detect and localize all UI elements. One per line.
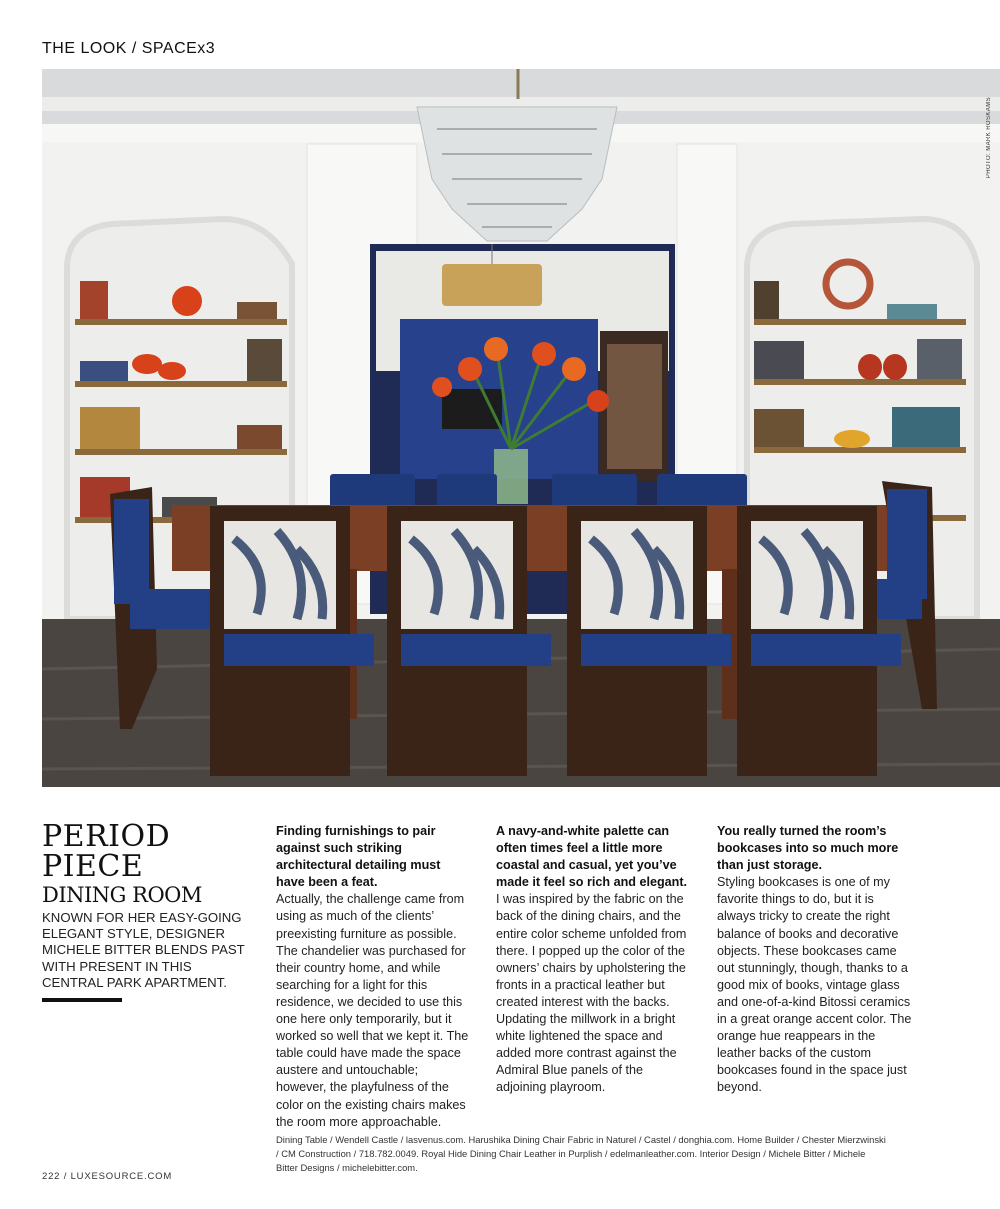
page-folio: 222 / LUXESOURCE.COM — [42, 1171, 173, 1182]
question-1: Finding furnishings to pair against such striking architectural detailing must have been a feat. — [276, 824, 441, 890]
question-2: A navy-and-white palette can often times feel a little more coastal and casual, yet you’ve made it feel so rich and elegant. — [496, 824, 688, 890]
section-label: THE LOOK / SPACEx3 — [42, 40, 216, 57]
answer-1: Actually, the challenge came from using as much of the clients’ preexisting furniture as possible. The chandelier was purchased for their country home, and while searching for a light for this residence, we decided to use this one here only temporarily, but it worked so well that we kept it. The table could have made the space austere and untouchable; however, the playfulness of the color on the existing chairs makes the room more approachable. — [276, 892, 469, 1129]
answer-3: Styling bookcases is one of my favorite things to do, but it is always tricky to create the right balance of books and decorative objects. These bookcases came out stunningly, though, thanks to a good mix of books, vintage glass and one-of-a-kind Bitossi ceramics in a great orange accent color. The orange hue reappears in the leather backs of the custom bookcases found in the space just beyond. — [717, 875, 912, 1095]
title-line-2: PIECE — [42, 849, 144, 884]
source-credits: Dining Table / Wendell Castle / lasvenus.com. Harushika Dining Chair Fabric in Naturel / Castel / donghia.com. Home Builder / Chester Mierzwinski / CM Construction / 718.782.0049. Royal Hide Dining Chair Leather in Purplish / edelmanleather.com. Interior Design / Michele Bitter / Michele Bitter Designs / michelebitter.com. — [276, 1134, 886, 1173]
qa-column-3 — [717, 823, 913, 1097]
drum-pendant-icon — [442, 264, 542, 306]
qa-column-1 — [276, 823, 472, 1131]
photo-illustration — [42, 69, 1000, 787]
title-line-3: DINING ROOM — [42, 883, 202, 907]
article-title — [42, 819, 202, 908]
answer-2: I was inspired by the fabric on the back of the dining chairs, and the entire color scheme unfolded from there. I popped up the color of the owners’ chairs by upholstering the fronts in a practical leather but created interest with the backs. Updating the millwork in a bright white lightened the space and added more contrast against the Admiral Blue panels of the adjoining playroom. — [496, 892, 687, 1095]
question-3: You really turned the room’s bookcases into so much more than just storage. — [717, 824, 899, 873]
article-dek: KNOWN FOR HER EASY-GOING ELEGANT STYLE, DESIGNER MICHELE BITTER BLENDS PAST WITH PRESENT IN THIS CENTRAL PARK APARTMENT. — [42, 910, 245, 990]
qa-column-2 — [496, 823, 692, 1097]
title-line-1: PERIOD — [42, 819, 171, 854]
dining-room-photo — [42, 69, 1000, 787]
title-rule — [42, 998, 122, 1002]
photo-credit: PHOTO: MARK ROSKAMS — [986, 97, 992, 179]
